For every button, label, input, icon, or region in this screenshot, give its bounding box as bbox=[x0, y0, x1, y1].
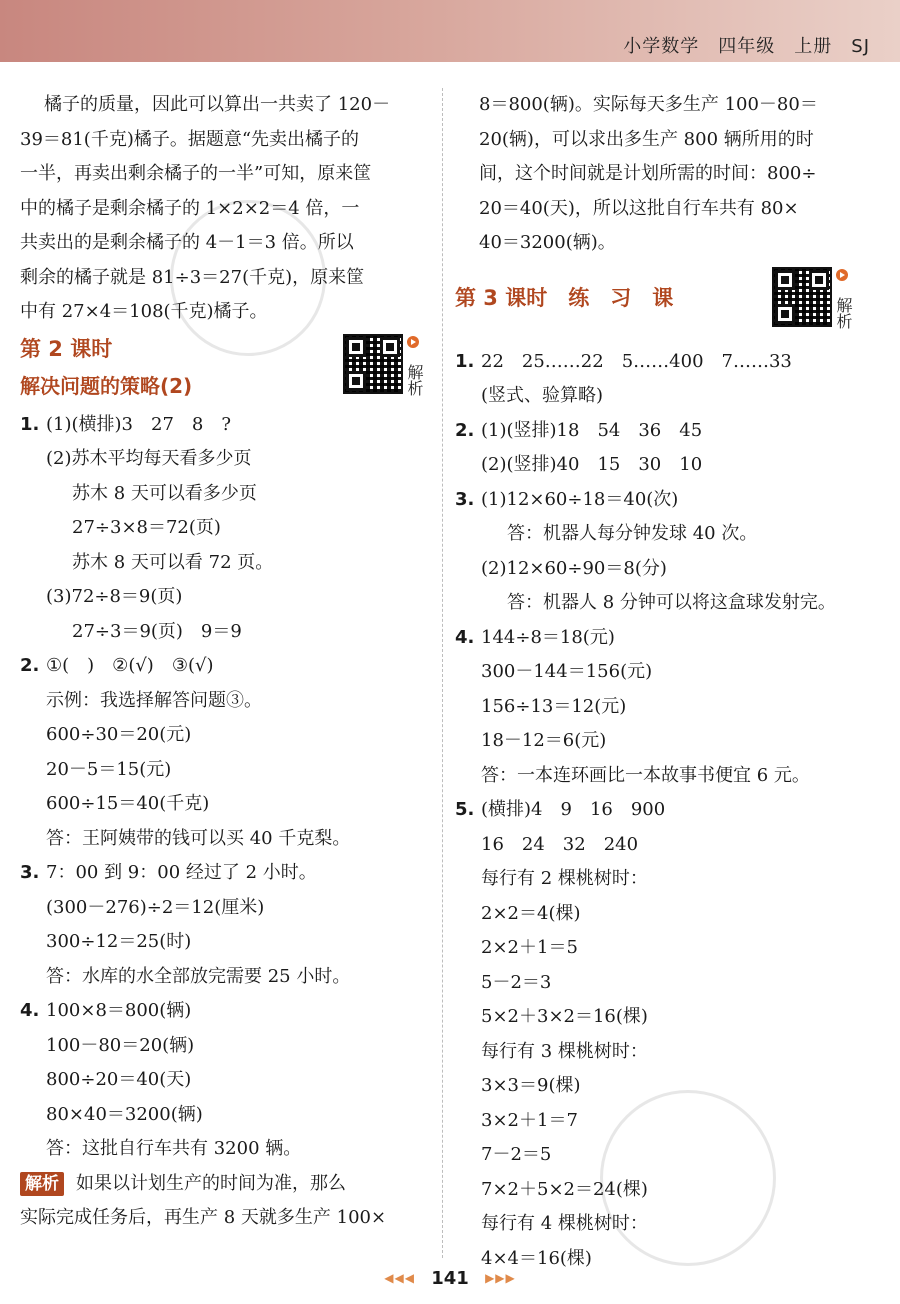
text-line: 5×2＋3×2＝16(棵) bbox=[481, 1006, 648, 1027]
text-line: 144÷8＝18(元) bbox=[481, 626, 615, 648]
prev-arrows-icon: ◀◀◀ bbox=[384, 1271, 415, 1285]
question-4 bbox=[20, 994, 428, 1167]
page-footer bbox=[0, 1268, 900, 1289]
text-line: (2)苏木平均每天看多少页 bbox=[46, 448, 252, 469]
book-info: 小学数学 四年级 上册 SJ bbox=[623, 36, 870, 57]
text-line: 答：机器人 8 分钟可以将这盒球发射完。 bbox=[507, 592, 836, 613]
text-line: 22 25……22 5……400 7……33 bbox=[481, 350, 792, 372]
question-number: 1. bbox=[20, 413, 40, 435]
text-line: 7×2＋5×2＝24(棵) bbox=[481, 1178, 648, 1200]
text-line: 苏木 8 天可以看 72 页。 bbox=[72, 551, 274, 573]
section-title: 第 3 课时 练 习 课 bbox=[455, 285, 674, 310]
question-number: 2. bbox=[455, 419, 475, 441]
text-line: 答：王阿姨带的钱可以买 40 千克梨。 bbox=[46, 827, 351, 849]
text-line: (300－276)÷2＝12(厘米) bbox=[46, 896, 265, 918]
text-line: ①( ) ②(√) ③(√) bbox=[46, 655, 214, 676]
text-line: 间，这个时间就是计划所需的时间：800÷ bbox=[479, 163, 817, 184]
text-line: 80×40＝3200(辆) bbox=[46, 1103, 203, 1125]
text-line: 5－2＝3 bbox=[481, 971, 552, 993]
text-line: (竖式、验算略) bbox=[481, 385, 604, 406]
text-line: 一半，再卖出剩余橘子的一半”可知，原来筐 bbox=[20, 163, 372, 184]
text-line: (2)(竖排)40 15 30 10 bbox=[481, 454, 703, 475]
qr-label: 解析 bbox=[405, 363, 424, 396]
question-number: 2. bbox=[20, 655, 40, 676]
left-column bbox=[20, 88, 428, 1236]
question-2 bbox=[455, 414, 855, 483]
text-line: 答：这批自行车共有 3200 辆。 bbox=[46, 1138, 302, 1159]
question-number: 1. bbox=[455, 350, 475, 372]
text-line: 20－5＝15(元) bbox=[46, 758, 172, 780]
question-3 bbox=[20, 856, 428, 994]
question-1 bbox=[455, 345, 855, 414]
text-line: 中有 27×4＝108(千克)橘子。 bbox=[20, 301, 268, 322]
text-line: 300÷12＝25(时) bbox=[46, 931, 192, 952]
text-line: 8＝800(辆)。实际每天多生产 100－80＝ bbox=[479, 94, 818, 115]
qr-code[interactable] bbox=[343, 334, 403, 394]
question-number: 5. bbox=[455, 799, 475, 820]
text-line: 每行有 2 棵桃树时： bbox=[481, 868, 648, 889]
text-line: 中的橘子是剩余橘子的 1×2×2＝4 倍，一 bbox=[20, 197, 360, 219]
page-number: 141 bbox=[431, 1268, 469, 1289]
text-line: 27÷3×8＝72(页) bbox=[72, 517, 221, 538]
text-line: 300－144＝156(元) bbox=[481, 661, 653, 682]
text-line: 18－12＝6(元) bbox=[481, 730, 607, 751]
text-line: 4×4＝16(棵) bbox=[481, 1247, 592, 1269]
text-line: 共卖出的是剩余橘子的 4－1＝3 倍。所以 bbox=[20, 232, 354, 253]
play-icon bbox=[407, 336, 419, 348]
text-line: 40＝3200(辆)。 bbox=[479, 232, 616, 253]
text-line: 7：00 到 9：00 经过了 2 小时。 bbox=[46, 862, 317, 883]
column-divider bbox=[442, 88, 443, 1258]
analysis-block bbox=[20, 1167, 428, 1236]
qr-label: 解析 bbox=[834, 296, 853, 329]
next-arrows-icon: ▶▶▶ bbox=[485, 1271, 516, 1285]
qr-code-block[interactable] bbox=[343, 334, 424, 396]
section-header bbox=[20, 330, 428, 408]
question-2 bbox=[20, 649, 428, 856]
text-line: 20＝40(天)，所以这批自行车共有 80× bbox=[479, 197, 799, 219]
text-line: 39＝81(千克)橘子。据题意“先卖出橘子的 bbox=[20, 128, 360, 150]
question-number: 3. bbox=[20, 862, 40, 883]
text-line: (1)(竖排)18 54 36 45 bbox=[481, 419, 703, 441]
text-line: 示例：我选择解答问题③。 bbox=[46, 689, 262, 711]
section-header bbox=[455, 261, 855, 345]
text-line: 橘子的质量，因此可以算出一共卖了 120－ bbox=[44, 94, 391, 115]
question-5 bbox=[455, 793, 855, 1276]
text-line: 156÷13＝12(元) bbox=[481, 695, 627, 717]
text-line: 16 24 32 240 bbox=[481, 833, 639, 855]
text-line: 每行有 3 棵桃树时： bbox=[481, 1040, 648, 1062]
qr-code[interactable] bbox=[772, 267, 832, 327]
text-line: 100－80＝20(辆) bbox=[46, 1034, 195, 1056]
text-line: 800÷20＝40(天) bbox=[46, 1069, 192, 1090]
question-3 bbox=[455, 483, 855, 621]
text-line: 3×3＝9(棵) bbox=[481, 1075, 581, 1096]
section-title: 第 2 课时 bbox=[20, 336, 113, 361]
text-line: 如果以计划生产的时间为准，那么 bbox=[76, 1172, 346, 1194]
text-line: 每行有 4 棵桃树时： bbox=[481, 1213, 648, 1234]
text-line: (2)12×60÷90＝8(分) bbox=[481, 557, 667, 579]
question-number: 4. bbox=[20, 1000, 40, 1021]
text-line: 苏木 8 天可以看多少页 bbox=[72, 482, 257, 504]
play-icon bbox=[836, 269, 848, 281]
text-line: 27÷3＝9(页) 9＝9 bbox=[72, 620, 242, 642]
text-line: 答：机器人每分钟发球 40 次。 bbox=[507, 523, 758, 544]
text-line: 答：水库的水全部放完需要 25 小时。 bbox=[46, 965, 351, 987]
text-line: 600÷30＝20(元) bbox=[46, 724, 192, 745]
qr-code-block[interactable] bbox=[772, 267, 853, 329]
text-line: 实际完成任务后，再生产 8 天就多生产 100× bbox=[20, 1207, 387, 1228]
text-line: (3)72÷8＝9(页) bbox=[46, 586, 183, 607]
text-line: 7－2＝5 bbox=[481, 1144, 552, 1165]
right-column bbox=[455, 88, 855, 1276]
text-line: 2×2＝4(棵) bbox=[481, 902, 581, 924]
analysis-tag: 解析 bbox=[20, 1172, 64, 1196]
text-line: 答：一本连环画比一本故事书便宜 6 元。 bbox=[481, 764, 810, 786]
text-line: 600÷15＝40(千克) bbox=[46, 793, 210, 814]
text-line: 100×8＝800(辆) bbox=[46, 1000, 192, 1021]
intro-paragraph bbox=[20, 88, 428, 330]
section-subtitle: 解决问题的策略(2) bbox=[20, 373, 193, 398]
text-line: (横排)4 9 16 900 bbox=[481, 799, 666, 820]
text-line: 2×2＋1＝5 bbox=[481, 937, 578, 958]
question-number: 4. bbox=[455, 626, 475, 648]
question-4 bbox=[455, 621, 855, 794]
text-line: 3×2＋1＝7 bbox=[481, 1109, 578, 1131]
continued-paragraph bbox=[455, 88, 855, 261]
question-1 bbox=[20, 408, 428, 650]
text-line: 剩余的橘子就是 81÷3＝27(千克)，原来筐 bbox=[20, 266, 365, 288]
text-line: (1)12×60÷18＝40(次) bbox=[481, 488, 679, 510]
question-number: 3. bbox=[455, 488, 475, 510]
text-line: (1)(横排)3 27 8 ? bbox=[46, 413, 232, 435]
text-line: 20(辆)，可以求出多生产 800 辆所用的时 bbox=[479, 128, 814, 150]
